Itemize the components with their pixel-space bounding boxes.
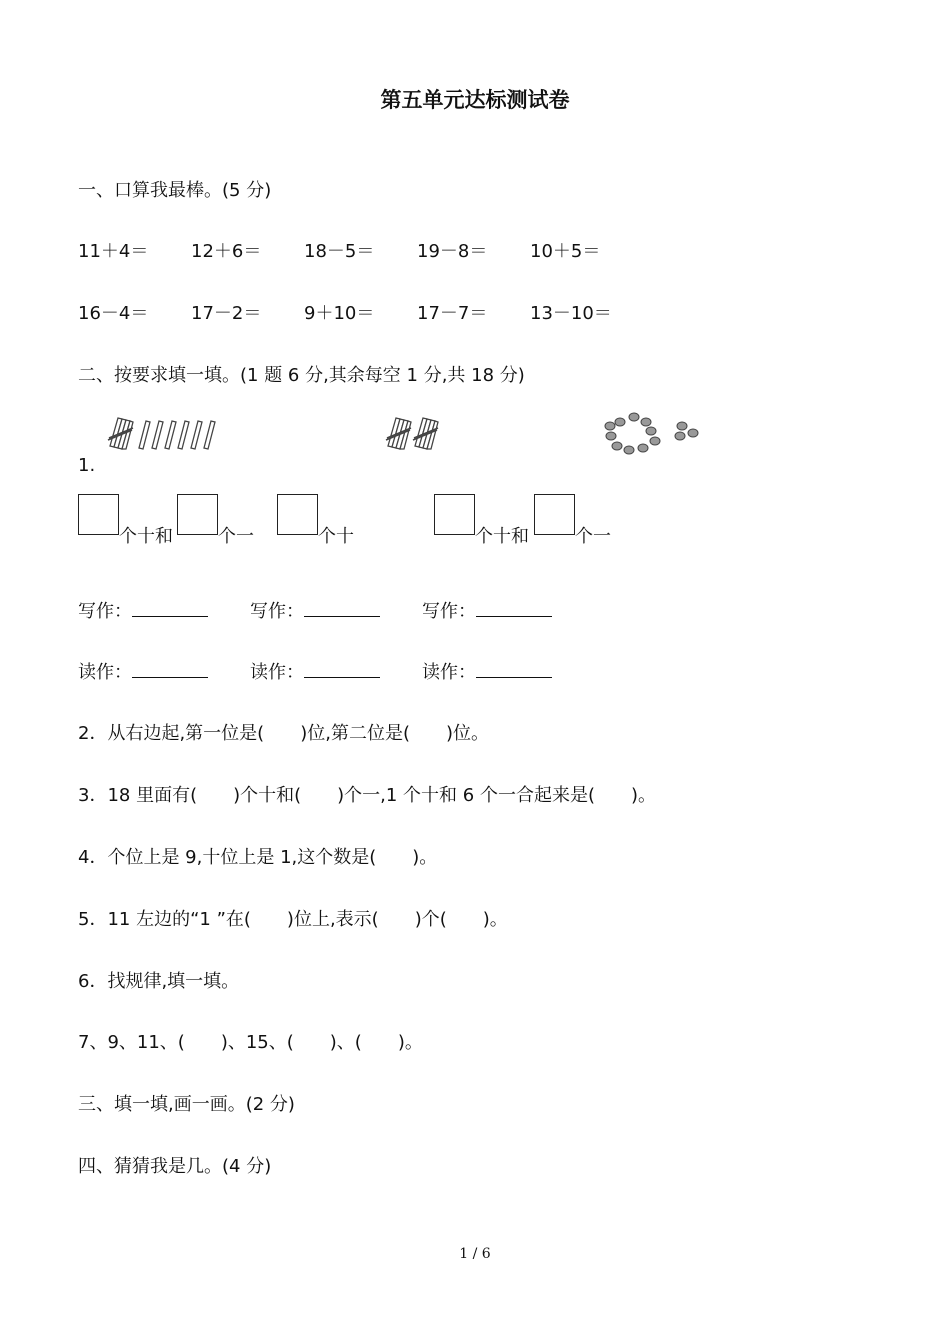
answer-blank[interactable] <box>476 659 552 678</box>
question-5: 5．11 左边的“1 ”在( )位上,表示( )个( )。 <box>78 909 508 930</box>
section-4-heading: 四、猜猜我是几。(4 分) <box>78 1156 272 1177</box>
answer-blank[interactable] <box>304 598 380 617</box>
arithmetic-problem: 17－7＝ <box>417 303 488 324</box>
question-3: 3．18 里面有( )个十和( )个一,1 个十和 6 个一合起来是( )。 <box>78 785 657 806</box>
answer-box[interactable] <box>434 494 475 535</box>
box-unit-label: 个十和 <box>475 526 529 547</box>
write-as-item <box>250 597 380 623</box>
question-4: 4．个位上是 9,十位上是 1,这个数是( )。 <box>78 847 438 868</box>
answer-box[interactable] <box>78 494 119 535</box>
read-as-item <box>78 658 208 684</box>
arithmetic-problem: 13－10＝ <box>530 303 612 324</box>
arithmetic-problem: 9＋10＝ <box>304 303 375 324</box>
box-unit-label: 个十和 <box>119 526 173 547</box>
section-1-heading: 一、口算我最棒。(5 分) <box>78 180 272 201</box>
write-as-item <box>422 597 552 623</box>
answer-blank[interactable] <box>132 598 208 617</box>
arithmetic-problem: 18－5＝ <box>304 241 375 262</box>
stick-bundle-picture-1 <box>104 412 219 454</box>
write-as-item <box>78 597 208 623</box>
write-as-label: 写作： <box>250 601 304 622</box>
section-3-heading: 三、填一填,画一画。(2 分) <box>78 1094 295 1115</box>
answer-blank[interactable] <box>132 659 208 678</box>
arithmetic-problem: 17－2＝ <box>191 303 262 324</box>
answer-box[interactable] <box>534 494 575 535</box>
section-2-heading: 二、按要求填一填。(1 题 6 分,其余每空 1 分,共 18 分) <box>78 365 525 386</box>
answer-blank[interactable] <box>304 659 380 678</box>
box-unit-label: 个一 <box>575 526 611 547</box>
arithmetic-problem: 11＋4＝ <box>78 241 149 262</box>
page-number: 1 / 6 <box>459 1246 491 1262</box>
box-unit-label: 个十 <box>318 526 354 547</box>
arithmetic-problem: 16－4＝ <box>78 303 149 324</box>
box-unit-label: 个一 <box>218 526 254 547</box>
read-as-label: 读作： <box>78 662 132 683</box>
arithmetic-problem: 19－8＝ <box>417 241 488 262</box>
answer-box[interactable] <box>277 494 318 535</box>
question-7-sequence: 7、9、11、( )、15、( )、( )。 <box>78 1032 423 1053</box>
arithmetic-problem: 10＋5＝ <box>530 241 601 262</box>
write-as-label: 写作： <box>78 601 132 622</box>
page-title: 第五单元达标测试卷 <box>380 88 570 112</box>
question-2: 2．从右边起,第一位是( )位,第二位是( )位。 <box>78 723 489 744</box>
read-as-label: 读作： <box>250 662 304 683</box>
answer-box[interactable] <box>177 494 218 535</box>
read-as-item <box>422 658 552 684</box>
read-as-label: 读作： <box>422 662 476 683</box>
answer-blank[interactable] <box>476 598 552 617</box>
question-6: 6．找规律,填一填。 <box>78 971 240 992</box>
stick-bundle-picture-2 <box>384 412 444 454</box>
read-as-item <box>250 658 380 684</box>
bead-ring-picture-3 <box>600 410 705 460</box>
arithmetic-problem: 12＋6＝ <box>191 241 262 262</box>
write-as-label: 写作： <box>422 601 476 622</box>
question-1-label: 1. <box>78 455 96 476</box>
